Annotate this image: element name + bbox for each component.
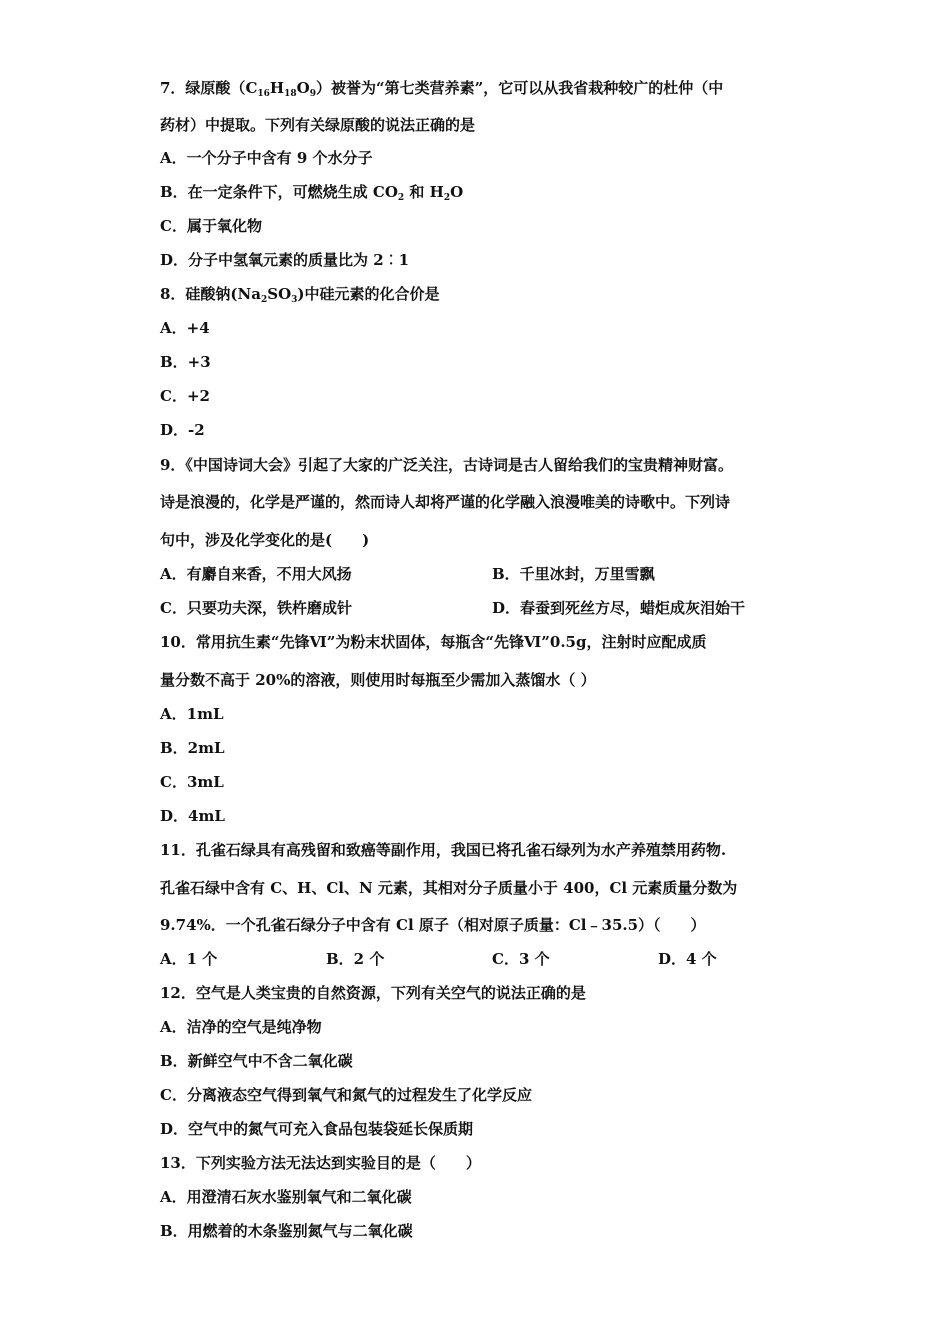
- q9-option-a: A．有麝自来香，不用大风扬: [160, 565, 352, 583]
- q12-option-d: D．空气中的氮气可充入食品包装袋延长保质期: [160, 1120, 474, 1138]
- q8-option-b: B．+3: [160, 353, 211, 371]
- q7-stem-line1: 7．绿原酸$(C_{16}H_{18}O_9)$被誉为“第七类营养素”，它可以从我省栽种较广的杜仲（中: [160, 79, 724, 99]
- q11-option-a: A．1 个: [160, 950, 218, 968]
- q12-stem: 12．空气是人类宝贵的自然资源，下列有关空气的说法正确的是: [160, 984, 586, 1002]
- q8-stem: 8．硅酸钠$(Na_2SO_3)$中硅元素的化合价是: [160, 285, 440, 305]
- q10-option-d: D．4mL: [160, 807, 225, 825]
- q11-stem-line2: 孔雀石绿中含有 C、H、Cl、N 元素，其相对分子质量小于 400，Cl 元素质量分数为: [160, 879, 738, 897]
- q7-option-d: D．分子中氢氧元素的质量比为 2︰1: [160, 251, 410, 269]
- q11-option-d: D．4 个: [658, 950, 717, 968]
- q8-option-a: A．+4: [160, 319, 210, 337]
- q12-option-c: C．分离液态空气得到氧气和氮气的过程发生了化学反应: [160, 1086, 532, 1104]
- q8-option-d: D．-2: [160, 421, 205, 439]
- q9-stem-line1: 9．《中国诗词大会》引起了大家的广泛关注，古诗词是古人留给我们的宝贵精神财富。: [160, 456, 733, 474]
- q12-option-b: B．新鲜空气中不含二氧化碳: [160, 1052, 353, 1070]
- q11-stem-line3: 9.74%．一个孔雀石绿分子中含有 Cl 原子（相对原子质量：Cl﹣35.5）（ ）: [160, 916, 706, 934]
- q9-stem-line2: 诗是浪漫的，化学是严谨的，然而诗人却将严谨的化学融入浪漫唯美的诗歌中。下列诗: [160, 493, 731, 511]
- q7-stem-line2: 药材）中提取。下列有关绿原酸的说法正确的是: [160, 116, 476, 134]
- q7-option-b: B．在一定条件下，可燃烧生成 $CO_2$ 和 $H_2O$: [160, 183, 464, 203]
- q10-option-a: A．1mL: [160, 705, 224, 723]
- q9-option-b: B．千里冰封，万里雪飘: [492, 565, 655, 583]
- q13-option-b: B．用燃着的木条鉴别氮气与二氧化碳: [160, 1222, 413, 1240]
- q11-stem-line1: 11．孔雀石绿具有高残留和致癌等副作用，我国已将孔雀石绿列为水产养殖禁用药物.: [160, 841, 727, 859]
- q10-stem-line1: 10．常用抗生素“先锋Ⅵ”为粉末状固体，每瓶含“先锋Ⅵ”0.5g，注射时应配成质: [160, 633, 707, 651]
- q8-option-c: C．+2: [160, 387, 210, 405]
- q9-option-d: D．春蚕到死丝方尽，蜡炬成灰泪始干: [492, 599, 746, 617]
- q13-stem: 13．下列实验方法无法达到实验目的是（ ）: [160, 1154, 481, 1172]
- q10-option-c: C．3mL: [160, 773, 224, 791]
- q7-option-c: C．属于氧化物: [160, 217, 262, 235]
- q9-stem-line3: 句中，涉及化学变化的是( ): [160, 531, 370, 549]
- q10-stem-line2: 量分数不高于 20%的溶液，则使用时每瓶至少需加入蒸馏水（ ）: [160, 671, 596, 689]
- q13-option-a: A．用澄清石灰水鉴别氧气和二氧化碳: [160, 1188, 412, 1206]
- q11-option-c: C．3 个: [492, 950, 550, 968]
- q10-option-b: B．2mL: [160, 739, 225, 757]
- q12-option-a: A．洁净的空气是纯净物: [160, 1018, 322, 1036]
- q9-option-c: C．只要功夫深，铁杵磨成针: [160, 599, 352, 617]
- q7-option-a: A．一个分子中含有 9 个水分子: [160, 149, 373, 167]
- q11-option-b: B．2 个: [326, 950, 385, 968]
